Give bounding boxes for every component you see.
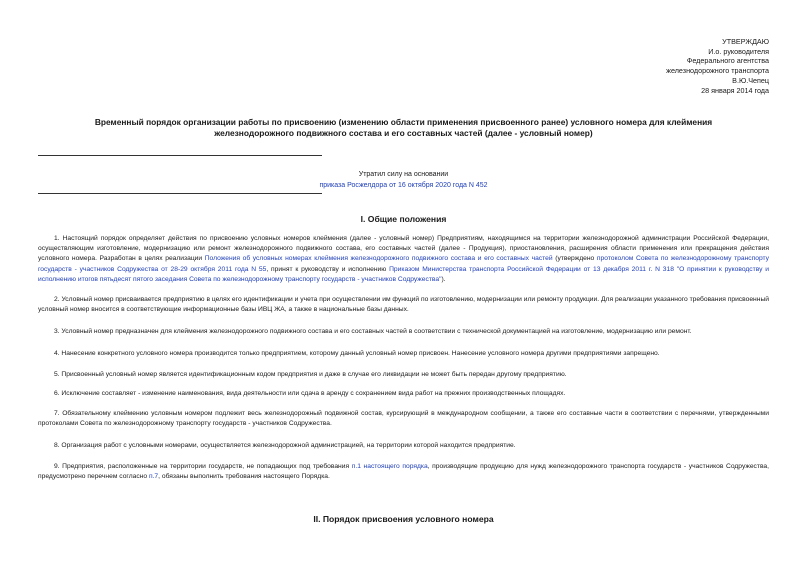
paragraph-2: 2. Условный номер присваивается предприятию в целях его идентификации и учета при осуществлении им функций по изготовлению, модернизации или ремонту продукции. Для реализации указанного требования присвоенный условный номер вносится в соответствующие информационные базы ИВЦ ЖА, а также в национальные базы данных. — [38, 296, 769, 314]
approval-date: 28 января 2014 года — [701, 85, 769, 95]
clause-1-link[interactable]: п.1 — [351, 463, 361, 470]
approval-position: И.о. руководителя — [708, 46, 769, 56]
paragraph-9-text-c: , производящие продукцию для нужд железнодорожного транспорта государств - участников Содружества, предусмотрено перечнем согласно — [38, 463, 770, 481]
paragraph-8: 8. Организация работ с условными номерами, осуществляется железнодорожной администрацией, на территории которой находится предприятие. — [54, 442, 516, 449]
paragraph-7: 7. Обязательному клеймению условным номером подлежит весь железнодорожный подвижной состав, курсирующий в международном сообщении, а также его составные части в соответствии с перечнями, утвержденными протоколами Совета по железнодорожному транспорту государств - участников Содружества. — [38, 410, 769, 428]
paragraph-1-text-c: , принят к руководству и исполнению — [266, 265, 390, 273]
repeal-note — [180, 170, 627, 191]
clause-7-link[interactable]: п.7 — [148, 473, 159, 481]
paragraph-1 — [38, 234, 769, 285]
paragraph-1-text-d: ). — [441, 275, 446, 283]
paragraph-9-text-a: 9. Предприятия, расположенные на территории государств, не попадающих под требования — [54, 463, 352, 470]
paragraph-1-text-b: (утверждено — [552, 255, 597, 263]
council-protocol-link[interactable]: протоколом Совета по железнодорожному транспорту государств - участников Содружества от 28-29 октября 2011 года N 55 — [38, 255, 770, 273]
ministry-order-link[interactable]: Приказом Министерства транспорта Российской Федерации от 13 декабря 2011 г. N 318 "О принятии к руководству и исполнению итогов пятьдесят пятого заседания Совета по железнодорожному транспорту государств - участников Содружества" — [38, 265, 770, 283]
paragraph-1-text-a: 1. Настоящий порядок определяет действия по присвоению условных номеров клеймения (далее - условный номер) Предприятиям, находящимся на территории железнодорожной администрации Российской Федерации, осуществляющим изготовление, модернизацию или ремонт железнодорожного подвижного состава, его составных частей (далее - Продукция), приостановления, расширения области применения или прекращения действия условного номера. Разработан в целях реализации — [38, 235, 769, 263]
document-title-line-2: железнодорожного подвижного состава и его составных частей (далее - условный номер) — [214, 127, 593, 138]
divider-bottom — [38, 193, 322, 194]
this-order-link[interactable]: настоящего порядка — [363, 463, 428, 470]
paragraph-5: 5. Присвоенный условный номер является идентификационным кодом предприятия и даже в случае его ликвидации не может быть передан другому предприятию. — [54, 371, 567, 378]
approval-agency: Федерального агентства — [686, 56, 769, 66]
paragraph-4: 4. Нанесение конкретного условного номера производится только предприятием, которому данный условный номер присвоен. Нанесение условного номера другими предприятиями запрещено. — [54, 350, 660, 357]
paragraph-3: 3. Условный номер предназначен для клеймения железнодорожного подвижного состава и его составных частей в соответствии с технической документацией на изготовление, модернизацию или ремонт. — [54, 328, 692, 335]
section-1-heading: I. Общие положения — [360, 214, 447, 224]
paragraph-6: 6. Исключение составляет - изменение наименования, вида деятельности или сдача в аренду с сохранением вида работ на прежних производственных площадях. — [54, 390, 566, 397]
divider-top — [38, 155, 322, 156]
regulation-link[interactable]: Положения об условных номерах клеймения железнодорожного подвижного состава и его составных частей — [204, 255, 553, 263]
paragraph-9 — [38, 462, 769, 482]
approval-stamp: УТВЕРЖДАЮ — [722, 37, 769, 46]
section-2-heading: II. Порядок присвоения условного номера — [313, 514, 494, 524]
document-title-line-1: Временный порядок организации работы по присвоению (изменению области применения присвоенного ранее) условного номера для клеймения — [94, 117, 713, 127]
approval-signatory: В.Ю.Чепец — [732, 75, 769, 85]
approval-block — [666, 37, 769, 95]
approval-agency-2: железнодорожного транспорта — [666, 66, 769, 76]
document-title — [70, 117, 737, 139]
repeal-order-link[interactable]: приказа Росжелдора от 16 октября 2020 года N 452 — [319, 181, 488, 189]
paragraph-9-text-d: , обязаны выполнить требования настоящего Порядка. — [158, 473, 330, 481]
repeal-note-text: Утратил силу на основании — [358, 171, 449, 178]
